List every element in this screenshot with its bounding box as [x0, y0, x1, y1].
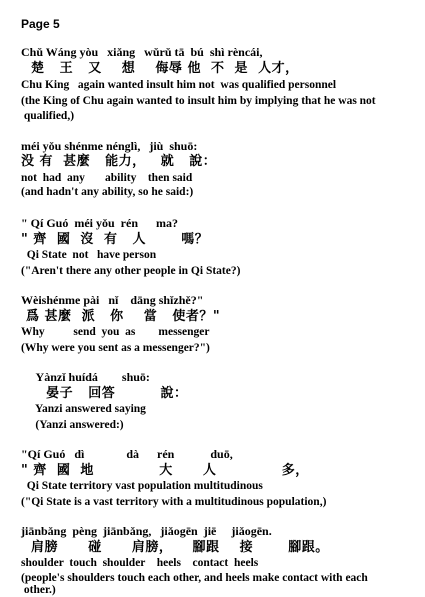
- translation-line: ("Aren't there any other people in Qi State?): [21, 265, 241, 277]
- pinyin-line: "Qí Guó dì dà rén duō,: [21, 447, 233, 461]
- pinyin-line: Chǔ Wáng yòu xiǎng wǔrǔ tā bú shì rèncái,: [21, 45, 263, 59]
- translation-line: (Why were you sent as a messenger?"): [21, 342, 210, 354]
- hanzi-line: 爲 甚麼 派 你 當 使者？": [21, 309, 221, 324]
- gloss-line: not had any ability then said: [21, 172, 193, 184]
- hanzi-line: 晏子 回答 說：: [21, 386, 188, 401]
- pinyin-line: Wèishénme pài nǐ dāng shǐzhě?": [21, 293, 204, 307]
- page-label: Page 5: [21, 17, 60, 31]
- pinyin-line: jiānbǎng pèng jiānbǎng, jiǎogēn jiē jiǎogēn.: [21, 524, 272, 538]
- hanzi-line: 肩膀 碰 肩膀， 腳跟 接 腳跟。: [21, 540, 329, 555]
- translation-line: (Yanzi answered:): [21, 419, 124, 431]
- gloss-line: Qi State territory vast population multitudinous: [21, 480, 263, 492]
- translation-line: other.): [21, 584, 56, 596]
- translation-line: ("Qi State is a vast territory with a multitudinous population,): [21, 496, 327, 508]
- gloss-line: shoulder touch shoulder heels contact heels: [21, 557, 259, 569]
- hanzi-line: 楚 王 又 想 侮辱 他 不 是 人才，: [21, 61, 299, 76]
- pinyin-line: Yànzǐ huídá shuō:: [21, 370, 150, 384]
- pinyin-line: " Qí Guó méi yǒu rén ma?: [21, 216, 178, 230]
- gloss-line: Chu King again wanted insult him not was qualified personnel: [21, 79, 337, 91]
- translation-line: qualified,): [21, 110, 75, 122]
- hanzi-line: " 齊 國 地 大 人 多，: [21, 463, 309, 478]
- translation-line: (the King of Chu again wanted to insult him by implying that he was not: [21, 95, 376, 107]
- gloss-line: Qi State not have person: [21, 249, 157, 261]
- translation-line: (and hadn't any ability, so he said:): [21, 186, 194, 198]
- gloss-line: Why send you as messenger: [21, 326, 210, 338]
- hanzi-line: 没 有 甚麼 能力， 就 說：: [21, 154, 217, 169]
- translation-line: (people's shoulders touch each other, and heels make contact with each: [21, 572, 368, 584]
- pinyin-line: méi yǒu shénme nénglì, jiù shuō:: [21, 139, 198, 153]
- gloss-line: Yanzi answered saying: [21, 403, 146, 415]
- hanzi-line: " 齊 國 沒 有 人 嗎？: [21, 232, 209, 247]
